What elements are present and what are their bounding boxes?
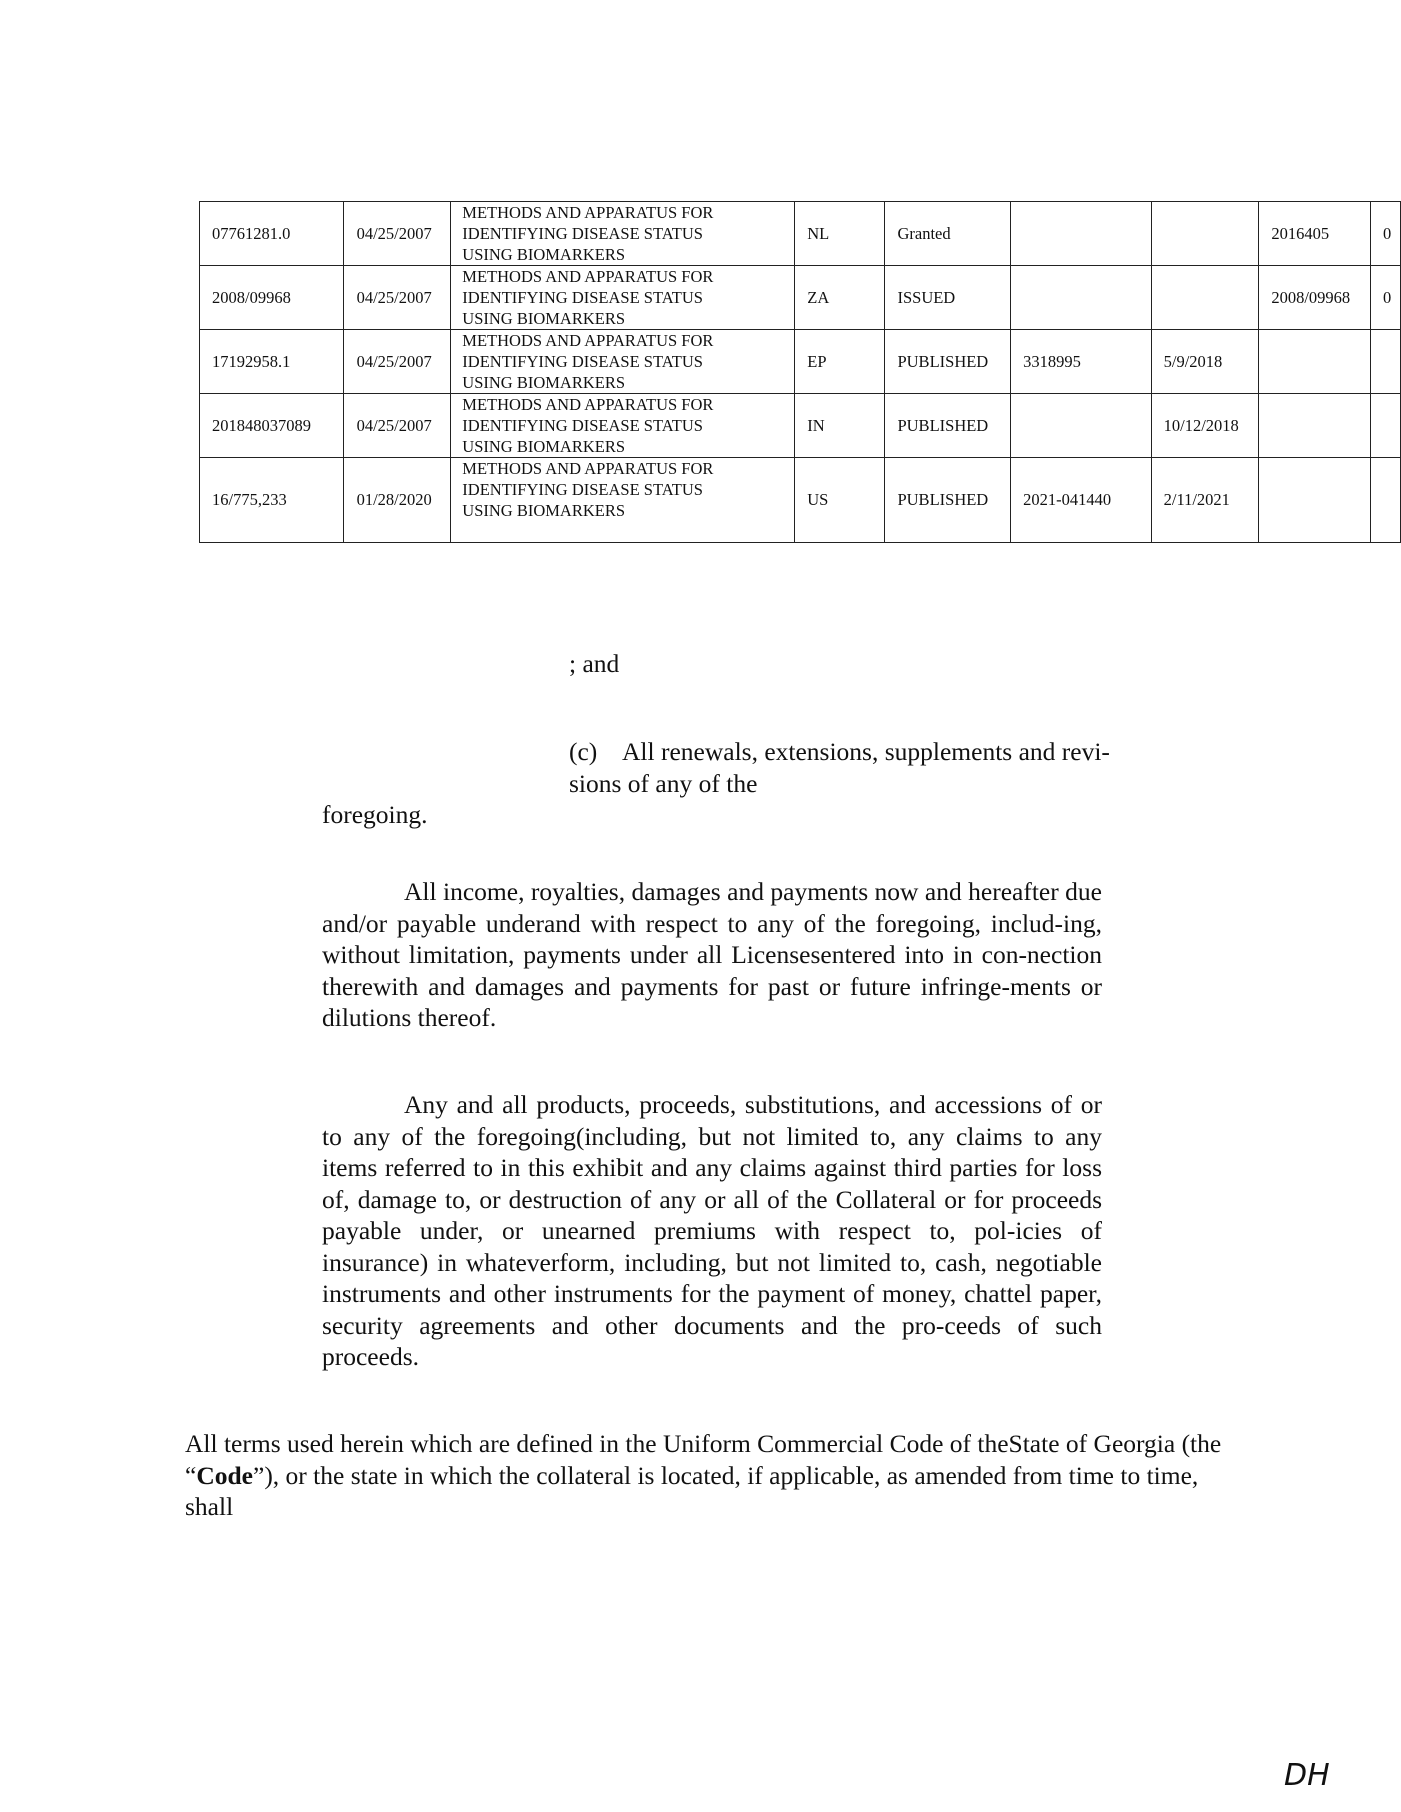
foregoing-text: foregoing. bbox=[322, 800, 428, 829]
title-cell bbox=[451, 266, 795, 330]
title-cell bbox=[451, 202, 795, 266]
app-number-cell: 201848037089 bbox=[200, 394, 344, 458]
publication-date-cell: 5/9/2018 bbox=[1151, 330, 1259, 394]
terms-text-1: All terms used herein which are defined in the Uniform Commercial Code of theState of Georgia (the “ bbox=[185, 1429, 1222, 1490]
title-line: METHODS AND APPARATUS FOR bbox=[462, 267, 714, 286]
extra-cell bbox=[1371, 458, 1401, 543]
publication-number-cell: 2021-041440 bbox=[1011, 458, 1151, 543]
table-row bbox=[200, 202, 1401, 266]
app-number-cell: 17192958.1 bbox=[200, 330, 344, 394]
item-c-line-1 bbox=[569, 736, 1189, 768]
filing-date-cell: 04/25/2007 bbox=[343, 202, 451, 266]
patent-number-cell: 2016405 bbox=[1259, 202, 1371, 266]
patent-table bbox=[199, 201, 1401, 543]
table-row bbox=[200, 394, 1401, 458]
item-c-marker: (c) bbox=[569, 737, 598, 766]
publication-date-cell bbox=[1151, 266, 1259, 330]
code-term: Code bbox=[196, 1460, 253, 1490]
title-line: USING BIOMARKERS bbox=[462, 437, 626, 456]
publication-number-cell: 3318995 bbox=[1011, 330, 1151, 394]
title-line: USING BIOMARKERS bbox=[462, 245, 626, 264]
status-cell: PUBLISHED bbox=[885, 330, 1011, 394]
title-line: IDENTIFYING DISEASE STATUS bbox=[462, 480, 703, 499]
title-line: METHODS AND APPARATUS FOR bbox=[462, 459, 714, 478]
publication-number-cell bbox=[1011, 266, 1151, 330]
title-line: IDENTIFYING DISEASE STATUS bbox=[462, 224, 703, 243]
patent-table-body bbox=[200, 202, 1401, 543]
extra-cell bbox=[1371, 394, 1401, 458]
terms-paragraph bbox=[185, 1428, 1230, 1523]
filing-date-cell: 04/25/2007 bbox=[343, 394, 451, 458]
title-line: METHODS AND APPARATUS FOR bbox=[462, 331, 714, 350]
extra-cell: 0 bbox=[1371, 202, 1401, 266]
status-cell: PUBLISHED bbox=[885, 458, 1011, 543]
title-cell bbox=[451, 330, 795, 394]
publication-date-cell: 2/11/2021 bbox=[1151, 458, 1259, 543]
status-cell: ISSUED bbox=[885, 266, 1011, 330]
patent-number-cell bbox=[1259, 394, 1371, 458]
patent-number-cell bbox=[1259, 330, 1371, 394]
handwritten-initials: DH bbox=[1284, 1758, 1330, 1793]
title-line: USING BIOMARKERS bbox=[462, 373, 626, 392]
country-cell: IN bbox=[795, 394, 885, 458]
title-line: USING BIOMARKERS bbox=[462, 309, 626, 328]
income-paragraph: All income, royalties, damages and payments now and hereafter due and/or payable underand with respect to any of the foregoing, includ-ing, without limitation, payments under all Licensesentered into in con-nection therewith and damages and payments for past or future infringe-ments or dilutions thereof. bbox=[322, 877, 1102, 1032]
app-number-cell: 2008/09968 bbox=[200, 266, 344, 330]
app-number-cell: 07761281.0 bbox=[200, 202, 344, 266]
app-number-cell: 16/775,233 bbox=[200, 458, 344, 543]
title-line: METHODS AND APPARATUS FOR bbox=[462, 203, 714, 222]
country-cell: ZA bbox=[795, 266, 885, 330]
filing-date-cell: 01/28/2020 bbox=[343, 458, 451, 543]
patent-number-cell: 2008/09968 bbox=[1259, 266, 1371, 330]
status-cell: PUBLISHED bbox=[885, 394, 1011, 458]
terms-text-2: ”), or the state in which the collateral is located, if applicable, as amended from time to time, shall bbox=[185, 1460, 1199, 1521]
patent-number-cell bbox=[1259, 458, 1371, 543]
title-line: IDENTIFYING DISEASE STATUS bbox=[462, 352, 703, 371]
extra-cell: 0 bbox=[1371, 266, 1401, 330]
table-row bbox=[200, 266, 1401, 330]
status-cell: Granted bbox=[885, 202, 1011, 266]
filing-date-cell: 04/25/2007 bbox=[343, 330, 451, 394]
title-line: IDENTIFYING DISEASE STATUS bbox=[462, 416, 703, 435]
publication-date-cell: 10/12/2018 bbox=[1151, 394, 1259, 458]
country-cell: NL bbox=[795, 202, 885, 266]
table-row bbox=[200, 458, 1401, 543]
table-row bbox=[200, 330, 1401, 394]
and-text: ; and bbox=[569, 649, 620, 678]
publication-number-cell bbox=[1011, 202, 1151, 266]
publication-date-cell bbox=[1151, 202, 1259, 266]
title-cell bbox=[451, 394, 795, 458]
title-line: USING BIOMARKERS bbox=[462, 501, 626, 520]
title-line: IDENTIFYING DISEASE STATUS bbox=[462, 288, 703, 307]
country-cell: EP bbox=[795, 330, 885, 394]
country-cell: US bbox=[795, 458, 885, 543]
title-line: METHODS AND APPARATUS FOR bbox=[462, 395, 714, 414]
extra-cell bbox=[1371, 330, 1401, 394]
item-c bbox=[569, 736, 1189, 799]
item-c-line-2: sions of any of the bbox=[569, 768, 758, 798]
publication-number-cell bbox=[1011, 394, 1151, 458]
title-cell bbox=[451, 458, 795, 543]
products-paragraph: Any and all products, proceeds, substitutions, and accessions of or to any of the foregoing(including, but not limited to, any claims to any items referred to in this exhibit and any claims against third parties for loss of, damage to, or destruction of any or all of the Collateral or for proceeds payable under, or unearned premiums with respect to, pol-icies of insurance) in whateverform, including, but not limited to, cash, negotiable instruments and other instruments for the payment of money, chattel paper, security agreements and other documents and the pro-ceeds of such proceeds. bbox=[322, 1090, 1102, 1371]
item-c-line-1-text: All renewals, extensions, supplements and revi- bbox=[622, 737, 1110, 766]
filing-date-cell: 04/25/2007 bbox=[343, 266, 451, 330]
